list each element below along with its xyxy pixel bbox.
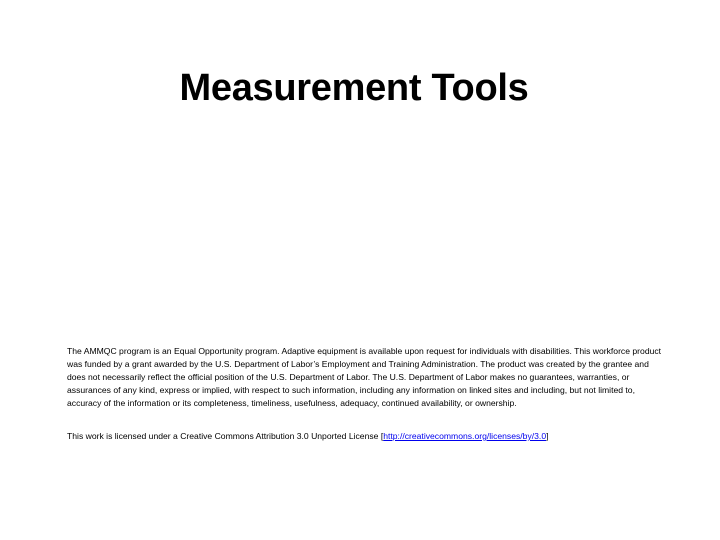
- license-prefix: This work is licensed under a Creative Commons Attribution 3.0 Unported License [: [67, 431, 384, 441]
- license-link[interactable]: http://creativecommons.org/licenses/by/3.0: [383, 431, 547, 441]
- license-suffix: ]: [546, 431, 549, 441]
- license-statement: [67, 430, 663, 443]
- slide-title: Measurement Tools: [179, 67, 529, 109]
- disclaimer-text: The AMMQC program is an Equal Opportunity program. Adaptive equipment is available upon request for individuals with disabilities. This workforce product was funded by a grant awarded by the U.S. Department of Labor’s Employment and Training Administration. The product was created by the grantee and does not necessarily reflect the official position of the U.S. Department of Labor. The U.S. Department of Labor makes no guarantees, warranties, or assurances of any kind, express or implied, with respect to such information, including any information on linked sites and including, but not limited to, accuracy of the information or its completeness, timeliness, usefulness, adequacy, continued availability, or ownership.: [67, 346, 662, 408]
